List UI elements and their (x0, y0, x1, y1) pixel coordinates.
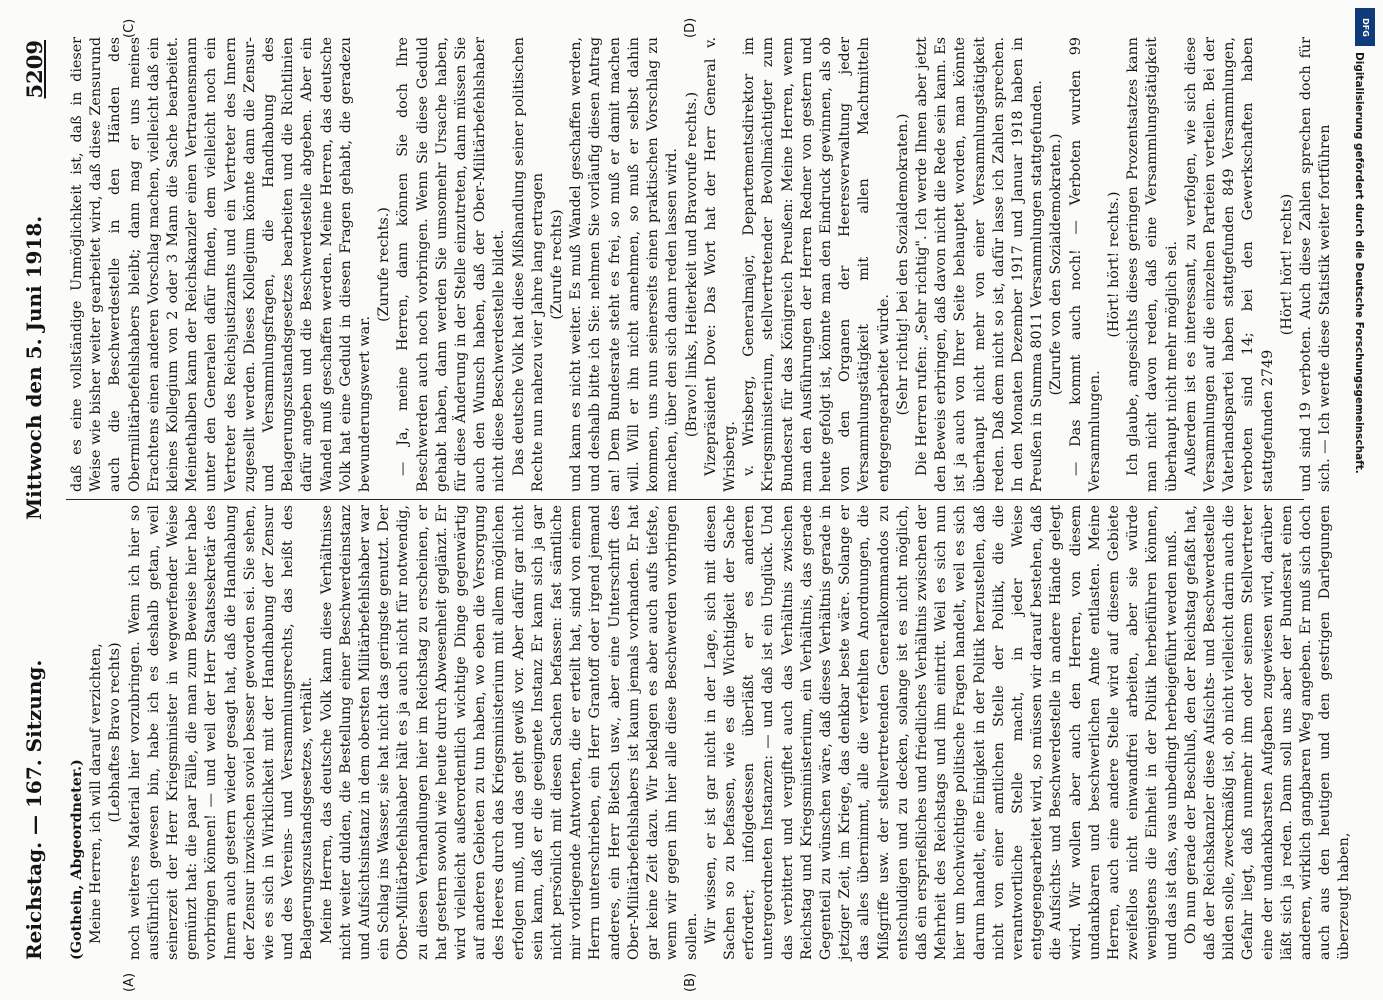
interjection: (Zurufe rechts) (549, 209, 566, 320)
speaker-paragraph: v. Wrisberg, Generalmajor, Departementsdirektor im Kriegsministerium, stellvertretender Bevollmächtigter zum Bundesrat für das Königreich Preußen: Meine Herren, wenn man den Ausführungen der Herren Redner von gestern und heute gefolgt ist, könnte man den Eindruck gewinnen, als ob von den Organen der Heeresverwaltung jeder Versammlungstätigkeit mit allen Machtmitteln entgegengearbeitet würde. (741, 37, 892, 492)
interjection: (Bravo! links, Heiterkeit und Bravorufe rechts.) (683, 91, 700, 438)
header-session: Reichstag. — 167. Sitzung. (22, 659, 46, 960)
digitization-credit (1352, 8, 1378, 993)
column-divider (66, 499, 1304, 500)
margin-mark-d: (D) (683, 17, 698, 38)
margin-mark-a: (A) (122, 972, 137, 992)
paragraph: Wir wissen, er ist gar nicht in der Lage, sich mit diesen Sachen so zu befassen, wie es die Wichtigkeit der Sache erfordert; infolgedessen überläßt er es anderen untergeordneten Instanzen: — und daß ist ein Unglück. Und das verbittert und vergiftet auch das Verhältnis zwischen Reichstag und Kriegsministerium, ein Verhältnis, das gerade Gegenteil zu wünschen wäre, daß dieses Verhältnis gerade in jetziger Zeit, im Kriege, das denkbar beste wäre. Solange er das alles übernimmt, alle die verfehlten Anordnungen, die Mißgriffe usw. der stellvertretenden Generalkommandos zu entschuldigen und zu decken, solange ist es nicht möglich, daß ein ersprießliches und friedliches Verhältnis zwischen der Mehrheit des Reichstags und ihm eintritt. Weil es sich nun hier um hochwichtige politische Fragen handelt, weil es sich darum handelt, eine Einigkeit in der Politik herzustellen, daß nicht von einer amtlichen Stelle der Politik, die die verantwortliche Stelle macht, in jeder Weise entgegengearbeitet wird, so müssen wir darauf bestehen, daß die Aufsichts- und Beschwerdestelle in andere Hände gelegt wird. Wir wollen aber auch den Herren, von diesem undankbaren und beschwerlichen Amte entlasten. Meine Herren, auch eine andere Stelle wird auf diesem Gebiete zweifellos nicht einwandfrei arbeiten, aber sie würde wenigstens die Einheit in der Politik herbeiführen können, und das ist das, was unbedingt herbeigeführt werden muß. (702, 505, 1180, 960)
paragraph: Meine Herren, ich will darauf verzichten, (88, 643, 105, 944)
paragraph: noch weiteres Material hier vorzubringen. Wenn ich hier so ausführlich gewesen bin, habe ich es deshalb getan, weil seinerzeit der Herr Kriegsminister in wegwerfender Weise gemünzt hat: die paar Fälle, die man zum Beweise hier habe vorbringen können! — und weil der Herr Staatssekretär des Innern auch gestern wieder gesagt hat, daß die Handhabung der Zensur inzwischen soviel besser geworden sei. Sie sehen, wie es sich in Wirklichkeit mit der Handhabung der Zensur und des Vereins- und Versammlungsrechts, das heißt des Belagerungszustandsgesetzes, verhält. (126, 505, 316, 960)
paragraph: — Das kommt auch noch! — Verboten wurden 99 Versammlungen. (1067, 37, 1103, 492)
page-number: 5209 (22, 40, 47, 99)
page-header (8, 40, 58, 960)
paragraph: Meine Herren, das deutsche Volk kann diese Verhältnisse nicht weiter dulden, die Bestellung einer Beschwerdeinstanz und Aufsichtsinstanz in dem obersten Militärbefehlshaber war ein Schlag ins Wasser, sie hat nicht das geringste genutzt. Der Ober-Militärbefehlshaber hält es ja auch nicht für notwendig, zu diesen Verhandlungen hier im Reichstag zu erscheinen, er hat gestern sowohl wie heute durch Abwesenheit geglänzt. Er wird vielleicht außerordentlich wichtige Dinge gegenwärtig auf anderen Gebieten zu tun haben, wo eben die Versorgung des Heeres durch das Kriegsministerium mit allem möglichen erfolgen muß, und das geht gewiß vor. Aber dafür gar nicht sein kann, daß er die geeignete Instanz Er kann sich ja gar nicht persönlich mit diesen Sachen befassen: fast sämtliche mir vorliegende Antworten, die er erteilt hat, sind von einem Herrn unterschrieben, ein Herr Grantoff oder irgend jemand anderes, ein Herr Bietsch usw., aber eine Unterschrift des Ober-Militärbefehlshabers ist kaum jemals vorhanden. Er hat gar keine Zeit dazu. Wir beklagen es aber auch aufs tiefste, wenn wir gegen ihn hier alle diese Beschwerden vorbringen sollen. (318, 505, 700, 960)
interjection: (Zurufe von den Sozialdemokraten.) (1048, 133, 1065, 396)
interjection: (Zurufe rechts.) (376, 207, 393, 322)
interjection: (Hört! hört! rechts.) (1105, 191, 1122, 338)
president-remark: Vizepräsident Dove: Das Wort hat der Herr General v. Wrisberg. (702, 37, 738, 492)
margin-mark-c: (C) (122, 18, 137, 38)
speaker-note: (Gothein, Abgeordneter.) (69, 759, 85, 960)
left-column (68, 505, 1353, 960)
paragraph: Außerdem ist es interessant, zu verfolgen, wie sich diese Versammlungen auf die einzelnen Parteien verteilen. Bei der Vaterlandspartei haben stattgefunden 849 Versammlungen, verboten sind 14; bei den Gewerkschaften haben stattgefunden 2749 (1182, 37, 1276, 492)
paragraph: daß es eine vollständige Unmöglichkeit ist, daß in dieser Weise wie bisher weiter gearbeitet wird, daß diese Zensurund auch die Beschwerdestelle in den Händen des Obermilitärbefehlshabers bleibt; dann mag er uns meines Erachtens einen anderen Vorschlag machen, vielleicht daß ein kleines Kollegium von 2 oder 3 Mann die Sache bearbeitet. Meinethalben kann der Reichskanzler einen Vertrauensmann unter den Generalen dafür finden, dem vielleicht noch ein Vertreter des Reichsjustizamts und ein Vertreter des Innern zugesellt werden. Dieses Kollegium könnte dann die Zensur- und Versammlungsfragen, die Handhabung des Belagerungszustandsgesetzes bearbeiten und die Richtlinien dafür angeben und die Beschwerdestelle abgeben. Aber ein Wandel muß geschaffen werden. Meine Herren, das deutsche Volk hat eine Geduld in diesen Fragen gehabt, die geradezu bewunderungswert war. (69, 37, 374, 492)
paragraph: Das deutsche Volk hat diese Mißhandlung seiner politischen Rechte nun nahezu vier Jahre lang ertragen (510, 37, 546, 492)
credit-text: Digitalisierung gefördert durch die Deutsche Forschungsgemeinschaft. (1353, 52, 1365, 474)
interjection: (Hört! hört! rechts) (1278, 193, 1295, 336)
paragraph: — Ja, meine Herren, dann können Sie doch Ihre Beschwerden auch noch vorbringen. Wenn Sie diese Geduld gehabt haben, dann werden Sie umsomehr Ursache haben, für diese Änderung in der Stelle einzutreten, dann müssen Sie auch den Wunsch haben, daß der Ober-Militärbefehlshaber nicht diese Beschwerdestelle bildet. (395, 37, 508, 492)
paragraph: und kann es nicht weiter. Es muß Wandel geschaffen werden, und deshalb bitte ich Sie: nehmen Sie vorläufig diesen Antrag an! Dem Bundesrate steht es frei, so muß er damit machen will. Will er ihn nicht annehmen, so muß er selbst dahin kommen, uns nun seinerseits einen praktischen Vorschlag zu machen, über den sich dann reden lassen wird. (568, 37, 681, 492)
right-column (68, 37, 1334, 492)
dfg-logo-icon: DFG (1355, 8, 1375, 46)
paragraph: Ob nun gerade der Beschluß, den der Reichstag gefaßt hat, daß der Reichskanzler diese Aufsichts- und Beschwerdestelle bilden solle, zweckmäßig ist, ob nicht vielleicht darin auch die Gefahr liegt, daß nunmehr ihm oder seinem Stellvertreter eine der undankbarsten Aufgaben zugewiesen wird, darüber läßt sich ja reden. Dann soll uns aber der Bundesrat einen anderen, wirklich gangbaren Weg angeben. Er muß sich doch auch aus den heutigen und den gestrigen Darlegungen überzeugt haben, (1182, 505, 1353, 960)
header-date: Mittwoch den 5. Juni 1918. (22, 215, 46, 520)
interjection: (Sehr richtig! bei den Sozialdemokraten.) (894, 113, 911, 416)
margin-mark-b: (B) (683, 972, 698, 992)
paragraph: Ich glaube, angesichts dieses geringen Prozentsatzes kann man nicht davon reden, daß eine Versammlungstätigkeit überhaupt nicht mehr möglich sei. (1125, 37, 1180, 492)
interjection: (Lebhaftes Bravo rechts) (107, 642, 124, 823)
paragraph: und sind 19 verboten. Auch diese Zahlen sprechen doch für sich. — Ich werde diese Statistik weiter fortführen (1298, 37, 1334, 492)
paragraph: Die Herren rufen: „Sehr richtig". Ich werde Ihnen aber jetzt den Beweis erbringen, daß davon nicht die Rede sein kann. Es ist ja auch von Ihrer Seite behauptet worden, man könnte überhaupt nicht mehr von einer Versammlungstätigkeit reden. Daß dem nicht so ist, dafür lasse ich Zahlen sprechen. In den Monaten Dezember 1917 und Januar 1918 haben in Preußen in Summa 8011 Versammlungen stattgefunden. (913, 37, 1046, 492)
